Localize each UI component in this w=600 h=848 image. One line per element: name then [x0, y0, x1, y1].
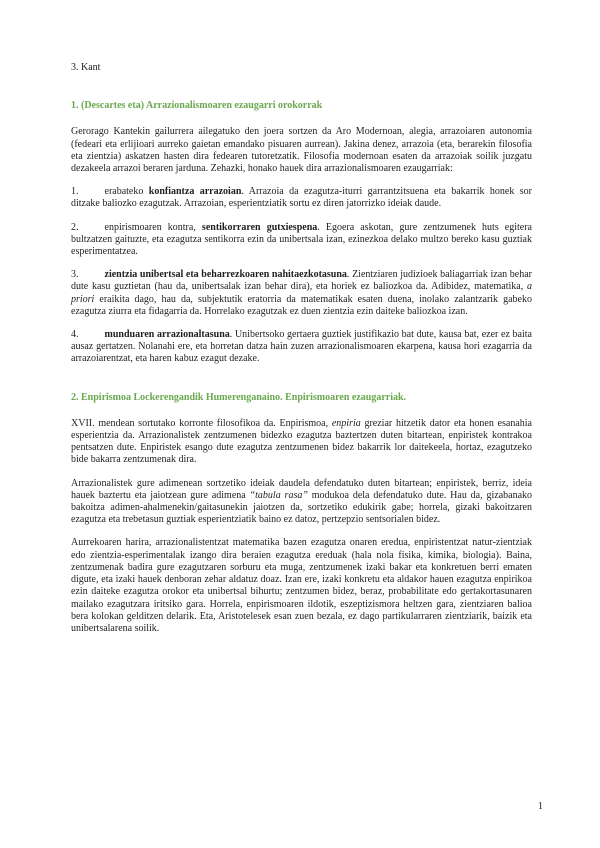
document-heading: 3. Kant — [71, 62, 101, 73]
document-content — [71, 62, 532, 646]
text-run: a priori — [71, 281, 532, 305]
section-heading: 1. (Descartes eta) Arrazionalismoaren ezaugarri orokorrak — [71, 100, 323, 112]
paragraph — [71, 126, 532, 175]
paragraph — [71, 329, 532, 366]
paragraph — [71, 222, 532, 259]
text-run: 1. — [71, 186, 79, 198]
text-run: konfiantza arrazoian — [148, 186, 242, 198]
paragraph — [71, 418, 532, 467]
paragraph — [71, 478, 532, 527]
text-run: eraikita dago, hau da, subjektutik eratorria da matematikak esaten duena, inolako zalantzarik gabeko ezagutza ziurra eta fidagarria da. Horrelako ezagutzak ez duen zientzia ezin daiteke baliozkoa izan. — [71, 293, 532, 317]
text-run: 2. — [71, 221, 79, 233]
text-run: 3. — [71, 269, 79, 281]
paragraph — [71, 269, 532, 318]
text-run: greziar hitzetik dator eta honen esanahia esperientzia da. Arrazionalistek zentzumenen bidezko ezagutza baztertzen duten bitartean, enpiristek kontrakoa pentsatzen dute. Enpiristek esango dute ezagutza zentzumenen bidez bakarrik lor daitekeela, hortaz, ezagutzeko bide bakarra zentzumenak dira. — [71, 417, 532, 466]
text-run: . Unibertsoko gertaera guztiek justifikazio bat dute, kausa bat, ezer ez baita ausaz gertatzen. Nolanahi ere, eta horretan datza hain zuzen arrazionalismoaren ekarpena, kausa hori ezagarria da arrazoiarentzat, eta haren kabuz ezagut dezake. — [71, 329, 532, 365]
text-run: zientzia unibertsal eta beharrezkoaren nahitaezkotasuna — [104, 269, 347, 281]
text-run: enpirismoaren kontra, — [104, 221, 202, 233]
text-run: munduaren arrazionaltasuna — [104, 329, 230, 341]
text-run: sentikorraren gutxiespena — [201, 221, 318, 233]
text-run: modukoa dela defendatuko dute. Hau da, gizabanako bakoitza adimen-ahalmenekin/gaitasunekin jaiotzen da, sortzetiko edukirik gabe; horrela, gizaki bakoitzaren ezagutza eta trebetasun guztiak esperientziatik baino ez datoz, pertzepzio sentsorialen bidez. — [71, 489, 533, 526]
text-run: “tabula rasa” — [249, 489, 308, 501]
text-run: . Arrazoia da ezagutza-iturri garrantzitsuena eta bakarrik honek sor ditzake baliozko ezagutzak. Arrazoian, esperientziatik sortu ez diren jatorrizko ideiak daude. — [71, 186, 532, 210]
text-run: enpiria — [331, 417, 361, 429]
document-body — [71, 100, 532, 635]
text-run: 4. — [71, 329, 79, 341]
text-run: Aurrekoaren harira, arrazionalistentzat matematika bazen ezagutza onaren eredua, enpiristentzat natur-zientziak edo zientzia-esperimentalak izango dira beraien ezagutza ereduak (hala nola fisika, kimika, biologia). Baina, zentzumenak badira gure ezagutzaren sorburu eta muga, zentzumenek izaki bakar eta konkretuen berri ematen digute, eta izaki hauek denboran zehar aldatuz doaz. Izan ere, izaki konkretu eta aldakor hauen ezagutza enpirikoa ezin daiteke ezagutza orokor eta unibertsal bihurtu; zentzumen bidez, beraz, probabilitate edo gertakortasunaren mailako ezagutzara iritsiko gara. Horrela, enpirismoaren ildotik, eszeptizismora heltzen gara, zientziaren balioa bera kolokan gelditzen delarik. Eta, Aristotelesek esan zuen bezala, ez dago partikularraren zientziarik, baizik eta unibertsalarena soilik. — [71, 537, 532, 634]
paragraph — [71, 186, 532, 210]
section-heading: 2. Enpirismoa Lockerengandik Humerenganaino. Enpirismoaren ezaugarriak. — [71, 391, 407, 403]
text-run: XVII. mendean sortutako korronte filosofikoa da. Enpirismoa, — [71, 417, 332, 429]
text-run: . Egoera askotan, gure zentzumenek huts egitera bultzatzen gaituzte, eta ezagutza sentikorra ezin da unibertsala izan, ezinezkoa delako multzo bereko kasu guztiak esperimentatzea. — [71, 221, 532, 258]
text-run: Arrazionalistek gure adimenean sortzetiko ideiak daudela defendatuko duten bitartean; enpiristek, berriz, ideia hauek baztertu eta jaiotzean gure adimena — [71, 477, 532, 501]
text-run: Gerorago Kantekin gailurrera ailegatuko den joera sortzen da Aro Modernoan, alegia, arrazoiaren autonomia (fedeari eta erlijioari aurreko gaietan emandako pisuaren aurrean). Jakina denez, arrazoia (eta, berarekin filosofia eta zientzia) askatzen hasten dira fedearen tutoretzatik. Filosofia modernoan esaten da arrazoiak soilik juzgatu dezakeela arrazoi beraren jarduna. Zehazki, honako hauek dira arrazionalismoaren ezaugarriak: — [71, 126, 532, 175]
text-run: erabateko — [104, 186, 149, 198]
page-number: 1 — [538, 801, 543, 812]
paragraph — [71, 537, 532, 635]
text-run: . Zientziaren judizioek baliagarriak izan behar dute kasu guztietan (hau da, unibertsalak izan behar dira), eta horiek ez baliozkoa da. Adibidez, matematika, — [71, 269, 532, 293]
